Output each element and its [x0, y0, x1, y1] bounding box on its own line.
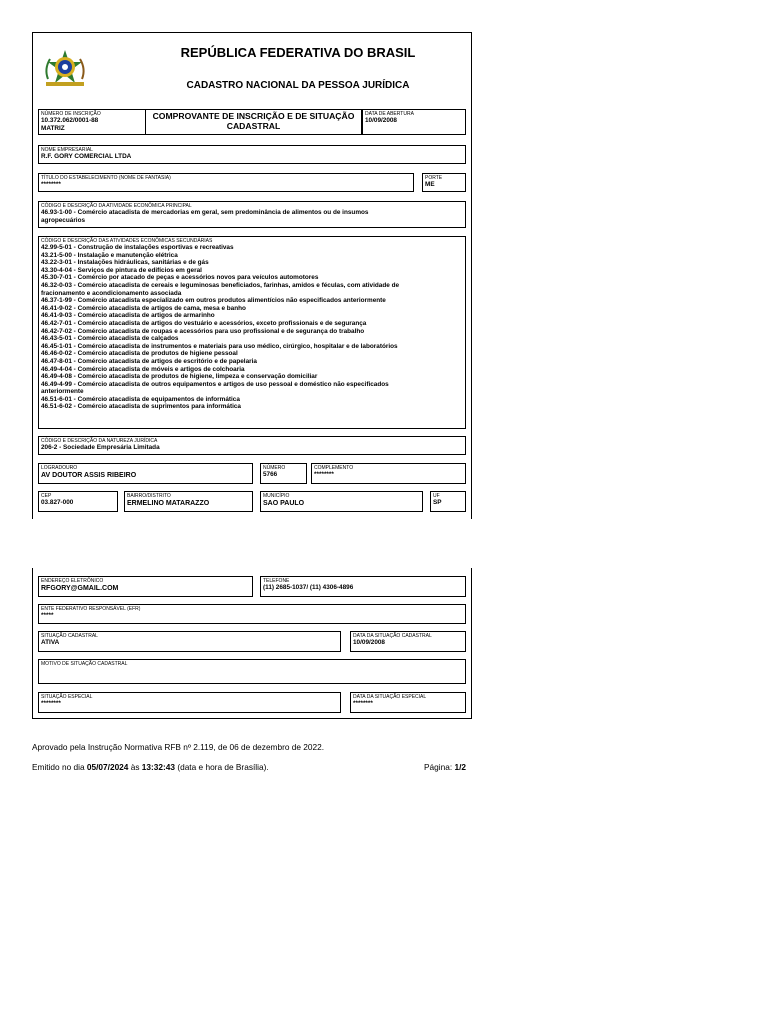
atividade-principal-line: 46.93-1-00 - Comércio atacadista de mercadorias em geral, sem predominância de alimentos ou de insumos [41, 209, 369, 216]
atividade-secundaria-line: 45.30-7-01 - Comércio por atacado de peças e acessórios novos para veículos automotores [41, 274, 319, 282]
field-label: SITUAÇÃO ESPECIAL [41, 694, 93, 700]
field-label: BAIRRO/DISTRITO [127, 493, 171, 499]
field-value: 10/09/2008 [365, 117, 397, 124]
data-situacao-field [350, 631, 466, 652]
atividade-secundaria-line: 46.49-4-08 - Comércio atacadista de produtos de higiene, limpeza e conservação domiciliar [41, 373, 318, 381]
field-label: PORTE [425, 175, 443, 181]
field-label: COMPLEMENTO [314, 465, 354, 471]
emitido-date: 05/07/2024 [86, 762, 129, 772]
email-field [38, 576, 253, 597]
field-label: MOTIVO DE SITUAÇÃO CADASTRAL [41, 661, 128, 667]
field-label: DATA DA SITUAÇÃO CADASTRAL [353, 633, 432, 639]
numero-field [260, 463, 307, 484]
field-label: NÚMERO [263, 465, 286, 471]
atividade-secundaria-line: 43.30-4-04 - Serviços de pintura de edifícios em geral [41, 266, 202, 274]
atividade-secundaria-line: 46.49-4-04 - Comércio atacadista de móveis e artigos de colchoaria [41, 365, 245, 373]
field-label: DATA DE ABERTURA [365, 111, 414, 117]
field-value: 206-2 - Sociedade Empresária Limitada [41, 444, 160, 451]
field-value: 10/09/2008 [353, 639, 385, 646]
atividade-secundaria-line: 46.32-0-03 - Comércio atacadista de cereais e leguminosas beneficiados, farinhas, amidos e féculas, com atividade de [41, 281, 400, 289]
field-label: ENDEREÇO ELETRÔNICO [41, 578, 104, 584]
inscricao-numero: 10.372.062/0001-88 [41, 117, 99, 124]
field-label: TELEFONE [263, 578, 290, 584]
aprovado-text: Aprovado pela Instrução Normativa RFB nº 2.119, de 06 de dezembro de 2022. [32, 742, 325, 752]
document-frame-bottom [32, 568, 472, 719]
field-value: R.F. GORY COMERCIAL LTDA [41, 153, 132, 160]
field-label: NOME EMPRESARIAL [41, 147, 93, 153]
field-value: AV DOUTOR ASSIS RIBEIRO [41, 472, 137, 479]
atividade-secundaria-line: 42.99-5-01 - Construção de instalações esportivas e recreativas [41, 244, 234, 251]
atividade-secundaria-line: 46.37-1-99 - Comércio atacadista especializado em outros produtos alimentícios não especificados anteriormente [41, 297, 386, 305]
nome-empresarial-field [38, 145, 466, 164]
field-label: ENTE FEDERATIVO RESPONSÁVEL (EFR) [41, 606, 141, 612]
efr-field [38, 604, 466, 624]
atividade-principal-line: agropecuários [41, 216, 86, 224]
emitido-text [32, 762, 269, 772]
natureza-juridica-field [38, 436, 466, 455]
field-value: 5766 [263, 471, 278, 478]
situacao-especial-field [38, 692, 341, 713]
field-value: ***** [41, 612, 54, 619]
atividade-principal-field [38, 201, 466, 228]
field-label: CÓDIGO E DESCRIÇÃO DA ATIVIDADE ECONÔMICA PRINCIPAL [41, 203, 192, 209]
data-situacao-especial-field [350, 692, 466, 713]
bairro-field [124, 491, 253, 512]
field-value: (11) 2685-1037/ (11) 4306-4896 [263, 584, 354, 591]
emitido-prefix: Emitido no dia [32, 762, 87, 772]
field-value: ME [425, 181, 435, 188]
atividade-secundaria-line: 46.41-9-03 - Comércio atacadista de artigos de armarinho [41, 312, 215, 320]
atividade-secundaria-line: 46.49-4-99 - Comércio atacadista de outros equipamentos e artigos de uso pessoal e doméstico não especificados [41, 380, 389, 388]
atividade-secundaria-line: 43.22-3-01 - Instalações hidráulicas, sanitárias e de gás [41, 259, 209, 267]
field-value: ******** [41, 181, 61, 188]
field-value: 03.827-000 [41, 499, 74, 506]
data-abertura-field [362, 109, 466, 135]
atividade-secundaria-line: 46.42-7-01 - Comércio atacadista de artigos do vestuário e acessórios, exceto profissionais e de segurança [41, 319, 367, 327]
field-value: ATIVA [41, 639, 60, 646]
field-label: DATA DA SITUAÇÃO ESPECIAL [353, 694, 427, 700]
atividade-secundaria-line: 46.41-9-02 - Comércio atacadista de artigos de cama, mesa e banho [41, 304, 246, 312]
logradouro-field [38, 463, 253, 484]
brazil-coat-of-arms-icon [42, 49, 88, 89]
inscricao-tipo: MATRIZ [41, 124, 65, 132]
page-number-label: Página: [424, 762, 455, 772]
comprovante-title: COMPROVANTE DE INSCRIÇÃO E DE SITUAÇÃO CADASTRAL [145, 109, 362, 135]
field-label: LOGRADOURO [41, 465, 78, 471]
emitido-mid: às [128, 762, 142, 772]
atividade-secundaria-line: 46.46-0-02 - Comércio atacadista de produtos de higiene pessoal [41, 350, 238, 358]
atividade-secundaria-line: 46.43-5-01 - Comércio atacadista de calçados [41, 335, 179, 343]
field-label: UF [433, 493, 440, 499]
field-value: ******** [314, 471, 334, 478]
field-value: SP [433, 499, 442, 506]
municipio-field [260, 491, 423, 512]
page-number-value: 1/2 [454, 762, 466, 772]
telefone-field [260, 576, 466, 597]
page-number [424, 762, 466, 772]
nome-fantasia-field [38, 173, 414, 192]
atividades-secundarias-field [38, 236, 466, 429]
atividade-secundaria-line: 43.21-5-00 - Instalação e manutenção elétrica [41, 251, 178, 259]
motivo-situacao-field [38, 659, 466, 684]
document-title: REPÚBLICA FEDERATIVA DO BRASIL [180, 45, 416, 60]
cep-field [38, 491, 118, 512]
field-value: ERMELINO MATARAZZO [127, 500, 210, 507]
porte-field [422, 173, 466, 192]
situacao-cadastral-field [38, 631, 341, 652]
atividade-secundaria-line: 46.47-8-01 - Comércio atacadista de artigos de escritório e de papelaria [41, 357, 257, 365]
document-frame-top [32, 32, 472, 519]
field-label: MUNICÍPIO [263, 493, 290, 499]
field-label: NÚMERO DE INSCRIÇÃO [41, 111, 101, 117]
atividade-secundaria-line: 46.51-6-02 - Comércio atacadista de suprimentos para informática [41, 403, 241, 411]
field-label: CÓDIGO E DESCRIÇÃO DAS ATIVIDADES ECONÔMICAS SECUNDÁRIAS [41, 238, 213, 244]
atividade-secundaria-line: 46.45-1-01 - Comércio atacadista de instrumentos e materiais para uso médico, cirúrgico, hospitalar e de laboratórios [41, 342, 398, 350]
complemento-field [311, 463, 466, 484]
document-subtitle: CADASTRO NACIONAL DA PESSOA JURÍDICA [186, 80, 410, 91]
emitido-suffix: (data e hora de Brasília). [175, 762, 269, 772]
field-value: ******** [353, 700, 373, 707]
inscricao-field [38, 109, 146, 135]
atividade-secundaria-line: 46.42-7-02 - Comércio atacadista de roupas e acessórios para uso profissional e de segurança do trabalho [41, 327, 365, 335]
field-value: SAO PAULO [263, 500, 305, 507]
atividade-secundaria-line: 46.51-6-01 - Comércio atacadista de equipamentos de informática [41, 395, 240, 403]
atividade-secundaria-line: anteriormente [41, 388, 84, 396]
field-value: ******** [41, 700, 61, 707]
field-label: CÓDIGO E DESCRIÇÃO DA NATUREZA JURÍDICA [41, 438, 158, 444]
field-label: SITUAÇÃO CADASTRAL [41, 633, 98, 639]
atividade-secundaria-line: fracionamento e acondicionamento associada [41, 289, 182, 297]
uf-field [430, 491, 466, 512]
emitido-time: 13:32:43 [141, 762, 176, 772]
field-label: CEP [41, 493, 52, 499]
field-label: TÍTULO DO ESTABELECIMENTO (NOME DE FANTASIA) [41, 175, 171, 181]
field-value: RFGORY@GMAIL.COM [41, 585, 119, 592]
